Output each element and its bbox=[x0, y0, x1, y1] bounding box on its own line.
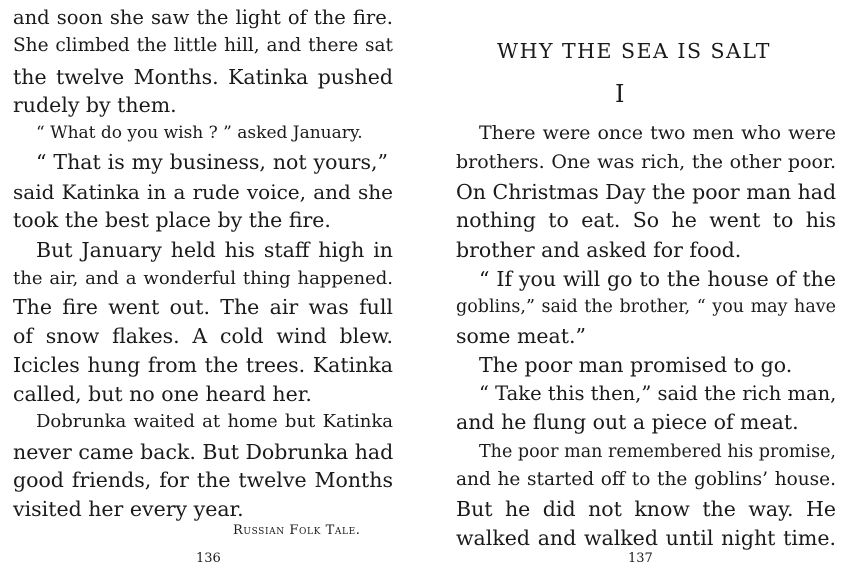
text-line: But January held his staff high in bbox=[36, 238, 393, 262]
text-line: good friends, for the twelve Months bbox=[13, 468, 393, 492]
right-page bbox=[423, 0, 846, 581]
text-line: took the best place by the fire. bbox=[13, 208, 331, 232]
text-line: called, but no one heard her. bbox=[13, 382, 312, 406]
text-line: Icicles hung from the trees. Katinka bbox=[13, 353, 393, 377]
text-line: “ What do you wish ? ” asked January. bbox=[36, 123, 363, 143]
text-line: walked and walked until night time. bbox=[456, 526, 836, 550]
text-line: goblins,” said the brother, “ you may have bbox=[456, 297, 836, 317]
chapter-number: I bbox=[615, 80, 625, 108]
text-line: brother and asked for food. bbox=[456, 238, 742, 262]
text-line: Dobrunka waited at home but Katinka bbox=[36, 411, 393, 432]
text-line: The fire went out. The air was full bbox=[13, 295, 393, 319]
text-line: brothers. One was rich, the other poor. bbox=[456, 151, 836, 173]
page-number: 137 bbox=[628, 551, 653, 566]
text-line: the twelve Months. Katinka pushed bbox=[13, 65, 393, 89]
text-line: some meat.” bbox=[456, 324, 586, 348]
text-line: and soon she saw the light of the fire. bbox=[13, 6, 393, 29]
text-line: “ If you will go to the house of the bbox=[479, 267, 836, 291]
text-line: and he flung out a piece of meat. bbox=[456, 410, 799, 434]
text-line: of snow flakes. A cold wind blew. bbox=[13, 324, 393, 348]
text-line: But he did not know the way. He bbox=[456, 497, 836, 521]
text-line: rudely by them. bbox=[13, 93, 177, 117]
text-line: “ Take this then,” said the rich man, bbox=[479, 382, 837, 405]
text-line: There were once two men who were bbox=[479, 122, 836, 144]
text-line: nothing to eat. So he went to his bbox=[456, 208, 836, 232]
text-line: On Christmas Day the poor man had bbox=[456, 180, 837, 204]
attribution: Russian Folk Tale. bbox=[233, 523, 361, 538]
story-title: WHY THE SEA IS SALT bbox=[497, 39, 771, 63]
text-line: The poor man remembered his promise, bbox=[479, 442, 836, 462]
text-line: and he started off to the goblins’ house. bbox=[456, 469, 836, 490]
text-line: The poor man promised to go. bbox=[479, 353, 793, 377]
text-line: said Katinka in a rude voice, and she bbox=[13, 180, 393, 204]
text-line: She climbed the little hill, and there sat bbox=[13, 35, 393, 56]
text-line: the air, and a wonderful thing happened. bbox=[13, 268, 393, 289]
text-line: visited her every year. bbox=[13, 497, 244, 521]
text-line: never came back. But Dobrunka had bbox=[13, 440, 394, 464]
text-line: “ That is my business, not yours,” bbox=[36, 150, 388, 174]
page-number: 136 bbox=[196, 551, 221, 566]
